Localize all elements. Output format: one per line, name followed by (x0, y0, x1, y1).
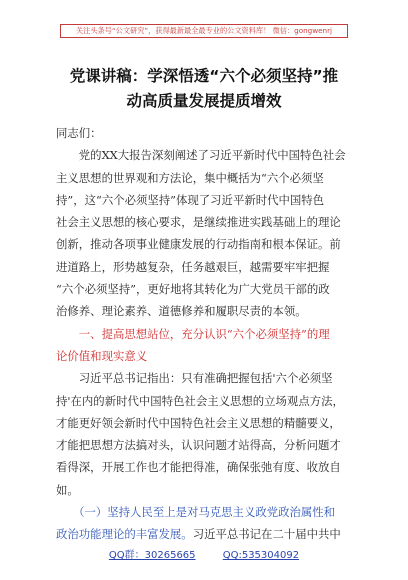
subheading-tail: 政治功能理论的丰富发展。 (56, 527, 193, 542)
salutation: 同志们： (56, 126, 102, 140)
body-line: 持'在内的新时代中国特色社会主义思想的立场观点方法， (56, 393, 344, 408)
body-line: 党的XX大报告深刻阐述了习近平新时代中国特色社会 (56, 148, 346, 163)
body-line: 创新，推动各项事业健康发展的行动指南和根本保证。前 (56, 237, 341, 252)
footer-contacts (0, 546, 408, 561)
subheading-1-cont (56, 523, 356, 545)
body-line: “六个必须坚持”，更好地将其转化为广大党员干部的政 (56, 282, 330, 297)
document-body (56, 122, 356, 546)
section-heading-1-cont: 论价值和现实意义 (56, 348, 148, 363)
body-line: 主义思想的世界观和方法论，集中概括为“六个必须坚 (56, 170, 324, 185)
body-line: 社会主义思想的核心要求，是继续推进实践基础上的理论 (56, 215, 341, 230)
title-line-1: 党课讲稿：学深悟透“六个必须坚持”推 (69, 67, 339, 85)
title-line-2: 动高质量发展提质增效 (126, 92, 282, 110)
subheading-1: （一）坚持人民至上是对马克思主义政党政治属性和 (56, 505, 336, 520)
body-line: 看得深，开展工作也才能把得准，确保张弛有度、收放自 (56, 460, 341, 475)
section-heading-1: 一、提高思想站位，充分认识“六个必须坚持”的理 (56, 326, 330, 341)
promo-banner: 关注头条号“公文研究”，获得最新最全最专业的公文资料库！ 微信：gongwenrj (60, 24, 348, 38)
qq-group-link[interactable]: QQ群：30265665 (108, 550, 196, 561)
body-tail: 习近平总书记在二十届中共中 (192, 527, 341, 542)
body-line: 治修养、理论素养、道德修养和履职尽责的本领。 (56, 304, 307, 319)
body-line: 如。 (56, 482, 79, 497)
body-line: 习近平总书记指出：只有准确把握包括'六个必须坚 (56, 371, 333, 386)
qq-link[interactable]: QQ:535304092 (222, 550, 300, 561)
body-line: 才能更好领会新时代中国特色社会主义思想的精髓要义， (56, 415, 341, 430)
body-line: 进道路上，形势越复杂，任务越艰巨，越需要牢牢把握 (56, 259, 330, 274)
body-line: 持”，这“六个必须坚持”体现了习近平新时代中国特色 (56, 192, 325, 207)
body-line: 才能把思想方法搞对头，认识问题才站得高，分析问题才 (56, 438, 341, 453)
document-title (40, 64, 368, 114)
